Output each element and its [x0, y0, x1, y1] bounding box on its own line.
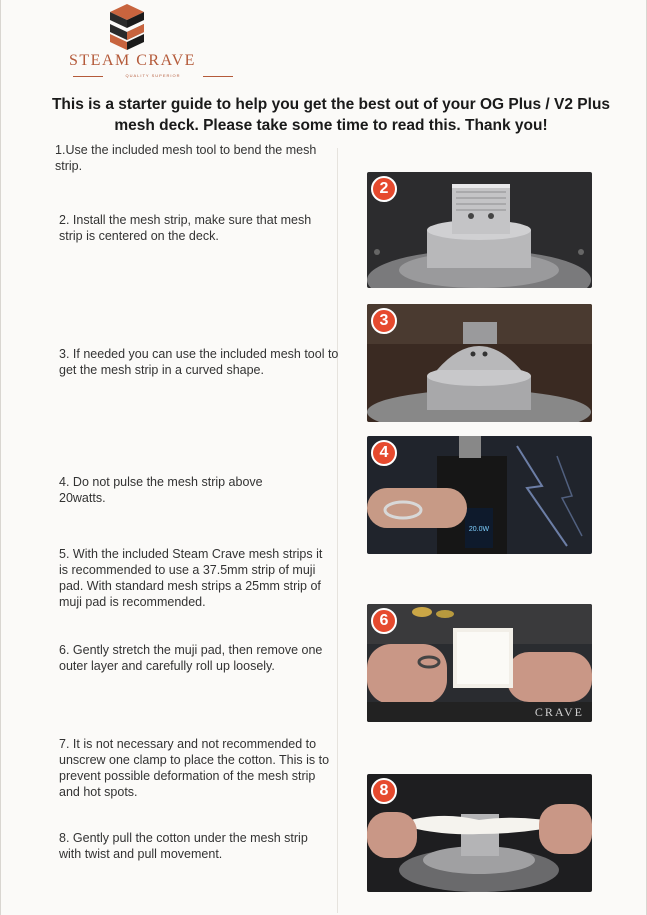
step-number: 2.	[59, 213, 70, 227]
photo-step-8	[367, 774, 592, 892]
step-number: 1.	[55, 143, 66, 157]
step-text: Gently stretch the muji pad, then remove one outer layer and carefully roll up loosely.	[59, 643, 323, 673]
step-number: 8.	[59, 831, 70, 845]
step-4	[59, 474, 299, 506]
step-5	[59, 546, 324, 610]
step-text: It is not necessary and not recommended to unscrew one clamp to place the cotton. This is to prevent possible deformation of the mesh strip and hot spots.	[59, 737, 330, 799]
step-number: 5.	[59, 547, 70, 561]
step-1	[55, 142, 325, 174]
step-badge: 2	[371, 176, 397, 202]
fold-divider	[337, 148, 338, 913]
step-number: 4.	[59, 475, 70, 489]
step-badge: 8	[371, 778, 397, 804]
step-7	[59, 736, 337, 800]
mod-wattage-photo-icon	[367, 436, 592, 554]
photo-step-4	[367, 436, 592, 554]
mod-screen-readout: 20.0W	[468, 526, 490, 533]
cotton-wick-photo-icon	[367, 774, 592, 892]
step-badge: 3	[371, 308, 397, 334]
step-text: Use the included mesh tool to bend the mesh strip.	[55, 143, 317, 173]
step-number: 6.	[59, 643, 70, 657]
mesh-deck-photo-icon	[367, 172, 592, 288]
step-text: With the included Steam Crave mesh strips it is recommended to use a 37.5mm strip of muji pad. With standard mesh strips a 25mm strip of muji pad is recommended.	[59, 547, 323, 609]
brand-name: STEAM CRAVE	[69, 52, 196, 69]
banner-text: CRAVE	[534, 705, 584, 719]
curved-mesh-photo-icon	[367, 304, 592, 422]
step-text: Do not pulse the mesh strip above 20watts.	[59, 475, 263, 505]
step-number: 3.	[59, 347, 70, 361]
brand-tagline: QUALITY SUPERIOR	[73, 71, 233, 81]
step-badge: 4	[371, 440, 397, 466]
step-text: Install the mesh strip, make sure that mesh strip is centered on the deck.	[59, 213, 312, 243]
photo-step-2	[367, 172, 592, 288]
steam-crave-logo-icon	[102, 4, 152, 50]
photo-step-6	[367, 604, 592, 722]
step-text: If needed you can use the included mesh tool to get the mesh strip in a curved shape.	[59, 347, 339, 377]
photo-step-3	[367, 304, 592, 422]
step-8	[59, 830, 319, 862]
step-number: 7.	[59, 737, 70, 751]
step-2	[59, 212, 314, 244]
guide-headline: This is a starter guide to help you get the best out of your OG Plus / V2 Plus mesh deck. Please take some time to read this. Thank you!	[51, 96, 611, 134]
step-text: Gently pull the cotton under the mesh strip with twist and pull movement.	[59, 831, 308, 861]
step-6	[59, 642, 334, 674]
step-3	[59, 346, 339, 378]
step-badge: 6	[371, 608, 397, 634]
